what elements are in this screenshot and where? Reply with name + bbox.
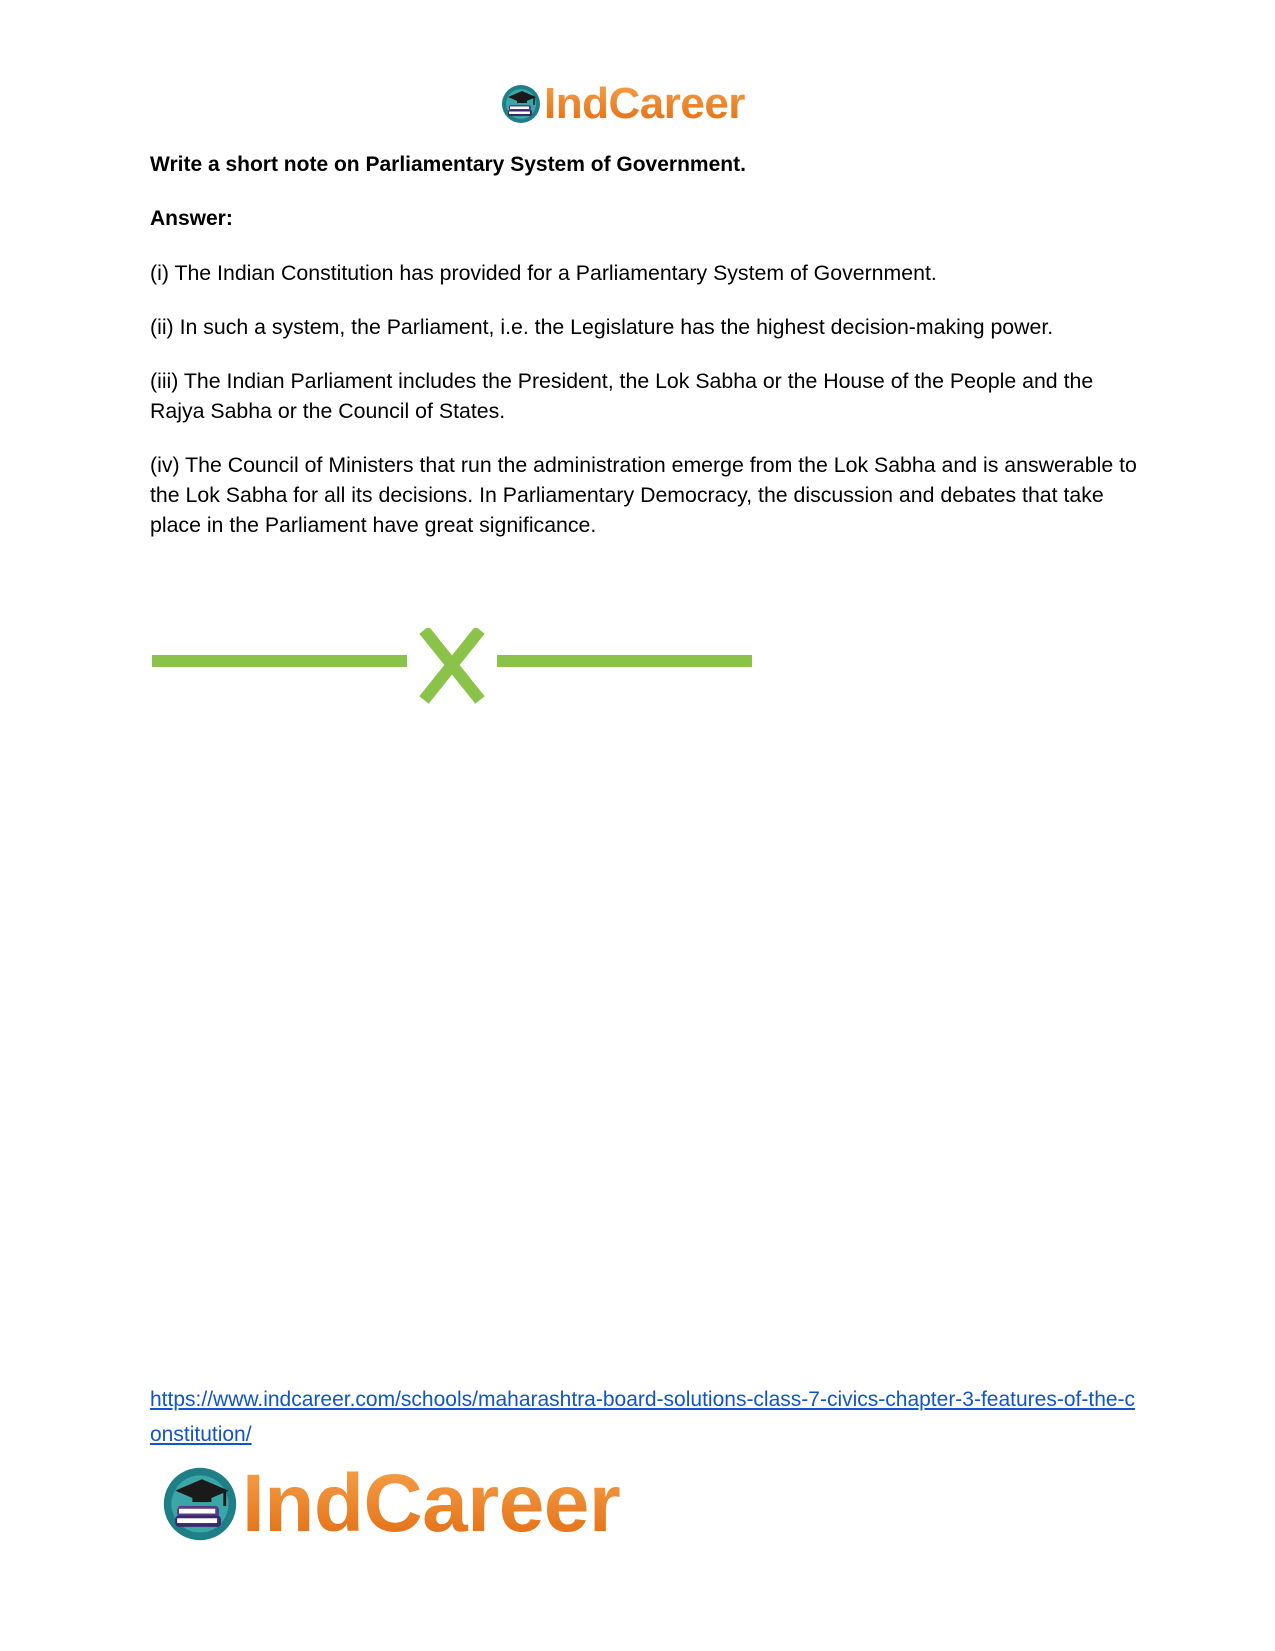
header-logo-text: IndCareer — [544, 79, 745, 128]
answer-label: Answer: — [150, 207, 233, 230]
divider-cross-icon — [424, 630, 480, 700]
footer-logo — [160, 1458, 621, 1549]
section-divider — [152, 628, 752, 708]
graduation-books-icon — [160, 1464, 240, 1544]
header-logo — [500, 80, 745, 128]
divider-line-left — [152, 655, 407, 667]
divider-line-right — [497, 655, 752, 667]
answer-paragraph-4: (iv) The Council of Ministers that run the administration emerge from the Lok Sabha and is answerable to the Lok Sabha for all its decisions. In Parliamentary Democracy, the discussion and debates that take place in the Parliament have great significance. — [150, 453, 1137, 537]
footer-logo-text: IndCareer — [242, 1458, 621, 1549]
answer-paragraph-2: (ii) In such a system, the Parliament, i.e. the Legislature has the highest decision-making power. — [150, 315, 1054, 339]
question-heading: Write a short note on Parliamentary System of Government. — [150, 153, 746, 176]
graduation-books-icon — [500, 83, 542, 125]
source-link[interactable]: https://www.indcareer.com/schools/maharashtra-board-solutions-class-7-civics-chapter-3-features-of-the-constitution/ — [150, 1388, 1136, 1446]
answer-paragraph-1: (i) The Indian Constitution has provided for a Parliamentary System of Government. — [150, 261, 937, 285]
answer-paragraph-3: (iii) The Indian Parliament includes the President, the Lok Sabha or the House of the People and the Rajya Sabha or the Council of States. — [150, 369, 1094, 423]
document-content — [150, 150, 1140, 564]
